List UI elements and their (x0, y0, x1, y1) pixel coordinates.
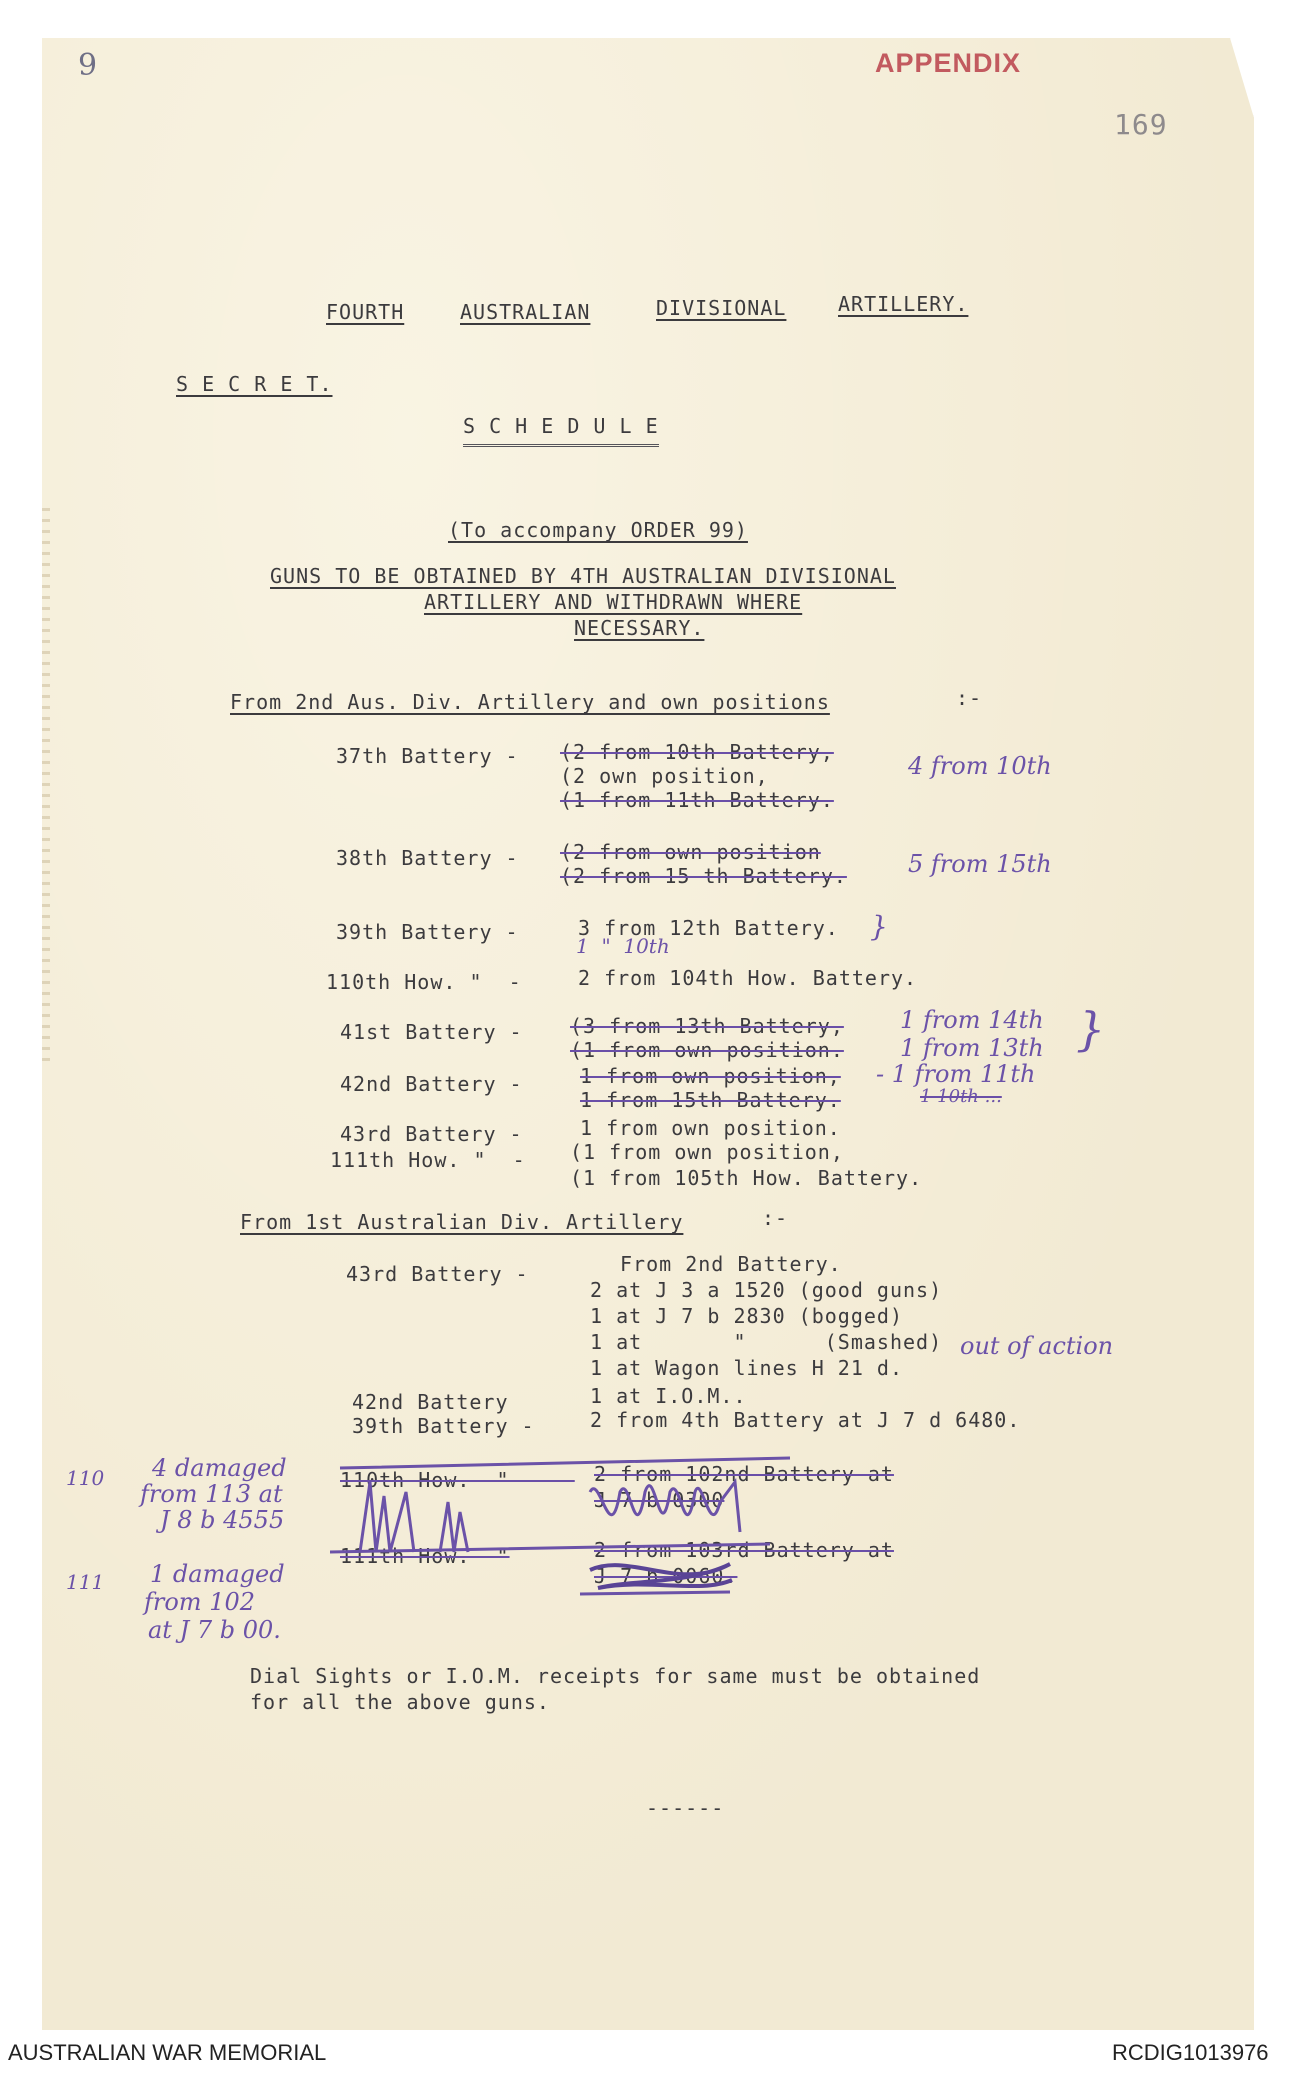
assignment-line: (1 from 105th How. Battery. (570, 1166, 923, 1190)
location-line: 2 from 4th Battery at J 7 d 6480. (590, 1408, 1021, 1432)
unit-38th-battery: 38th Battery - (336, 846, 519, 870)
assignment-line: (1 from own position. (570, 1038, 844, 1062)
secret-label: S E C R E T. (176, 372, 333, 396)
heading-word-4: ARTILLERY. (838, 292, 969, 316)
section1-title: From 2nd Aus. Div. Artillery and own positions (230, 690, 830, 714)
margin-note-111-line: at J 7 b 00. (148, 1616, 281, 1644)
annotation-42nd: - 1 from 11th (876, 1060, 1036, 1088)
assignment-line: (1 from 11th Battery. (560, 788, 834, 812)
unit-110th-how: 110th How. " - (340, 1468, 575, 1492)
annotation-41st-a: 1 from 14th (900, 1006, 1044, 1034)
footer-archive-name: AUSTRALIAN WAR MEMORIAL (8, 2040, 327, 2065)
annotation-41st-b: 1 from 13th (900, 1034, 1044, 1062)
margin-number-111: 111 (66, 1570, 105, 1594)
location-line: 1 at " (Smashed) (590, 1330, 943, 1354)
assignment-line: (3 from 13th Battery, (570, 1014, 844, 1038)
annotation-38th: 5 from 15th (908, 850, 1052, 878)
assignment-line: 1 from own position. (580, 1116, 841, 1140)
margin-note-110-line: J 8 b 4555 (160, 1506, 285, 1534)
subtitle-line-3: NECESSARY. (574, 616, 705, 640)
location-line: 2 from 103rd Battery at (594, 1538, 894, 1562)
assignment-line: 1 from own position, (580, 1064, 841, 1088)
annotation-37th: 4 from 10th (908, 752, 1052, 780)
location-line: J 7 b 0300 (594, 1488, 725, 1512)
annotation-39th: 1 " 10th (576, 934, 670, 958)
location-line: 2 at J 3 a 1520 (good guns) (590, 1278, 943, 1302)
brace-mark: } (870, 910, 888, 943)
assignment-line: (2 from own position (560, 840, 821, 864)
unit-37th-battery: 37th Battery - (336, 744, 519, 768)
end-mark: ------ (646, 1796, 725, 1820)
margin-note-111-line: from 102 (144, 1588, 255, 1616)
unit-42nd-battery: 42nd Battery (352, 1390, 509, 1414)
heading-word-3: DIVISIONAL (656, 296, 787, 320)
unit-43rd-battery: 43rd Battery - (340, 1122, 523, 1146)
closing-line: Dial Sights or I.O.M. receipts for same must be obtained (250, 1664, 981, 1688)
location-line: J 7 b 0060. (594, 1564, 738, 1588)
assignment-line: 2 from 104th How. Battery. (578, 966, 918, 990)
footer-record-id: RCDIG1013976 (1112, 2040, 1269, 2065)
section1-title-tail: :- (956, 686, 983, 710)
location-line: 1 at Wagon lines H 21 d. (590, 1356, 903, 1380)
margin-note-110-line: 4 damaged (152, 1454, 287, 1482)
appendix-stamp: APPENDIX (875, 48, 1022, 78)
assignment-line: (2 own position, (560, 764, 769, 788)
unit-41st-battery: 41st Battery - (340, 1020, 523, 1044)
location-line: 1 at I.O.M.. (590, 1384, 747, 1408)
location-line: From 2nd Battery. (620, 1252, 842, 1276)
assignment-line: 3 from 12th Battery. (578, 916, 839, 940)
unit-39th-battery: 39th Battery - (336, 920, 519, 944)
unit-111th-how: 111th How. " (340, 1544, 510, 1568)
annotation-out-of-action: out of action (960, 1332, 1114, 1360)
unit-43rd-battery: 43rd Battery - (346, 1262, 529, 1286)
margin-number-110: 110 (66, 1466, 105, 1490)
unit-111th-how: 111th How. " - (330, 1148, 526, 1172)
assignment-line: (1 from own position, (570, 1140, 844, 1164)
unit-42nd-battery: 42nd Battery - (340, 1072, 523, 1096)
cancellation-scribble (330, 1452, 970, 1602)
location-line: 1 at J 7 b 2830 (bogged) (590, 1304, 903, 1328)
accompany-order: (To accompany ORDER 99) (448, 518, 748, 542)
subtitle-line-2: ARTILLERY AND WITHDRAWN WHERE (424, 590, 803, 614)
schedule-title: S C H E D U L E (463, 414, 659, 447)
annotation-42nd-struck: 1 10th ... (920, 1086, 1002, 1107)
margin-note-110-line: from 113 at (140, 1480, 283, 1508)
unit-110th-how: 110th How. " - (326, 970, 522, 994)
section2-title-tail: :- (762, 1206, 789, 1230)
folio-pencil: 9 (78, 48, 98, 83)
assignment-line: (2 from 10th Battery, (560, 740, 834, 764)
assignment-line: 1 from 15th Battery. (580, 1088, 841, 1112)
folio-number: 169 (1114, 108, 1168, 141)
margin-note-111-line: 1 damaged (150, 1560, 285, 1588)
location-line: 2 from 102nd Battery at (594, 1462, 894, 1486)
heading-word-1: FOURTH (326, 300, 405, 324)
section2-title: From 1st Australian Div. Artillery (240, 1210, 684, 1234)
subtitle-line-1: GUNS TO BE OBTAINED BY 4TH AUSTRALIAN DIVISIONAL (270, 564, 896, 588)
closing-line: for all the above guns. (250, 1690, 550, 1714)
assignment-line: (2 from 15 th Battery. (560, 864, 847, 888)
brace-mark: } (1076, 1002, 1106, 1056)
heading-word-2: AUSTRALIAN (460, 300, 591, 324)
unit-39th-battery: 39th Battery - (352, 1414, 535, 1438)
